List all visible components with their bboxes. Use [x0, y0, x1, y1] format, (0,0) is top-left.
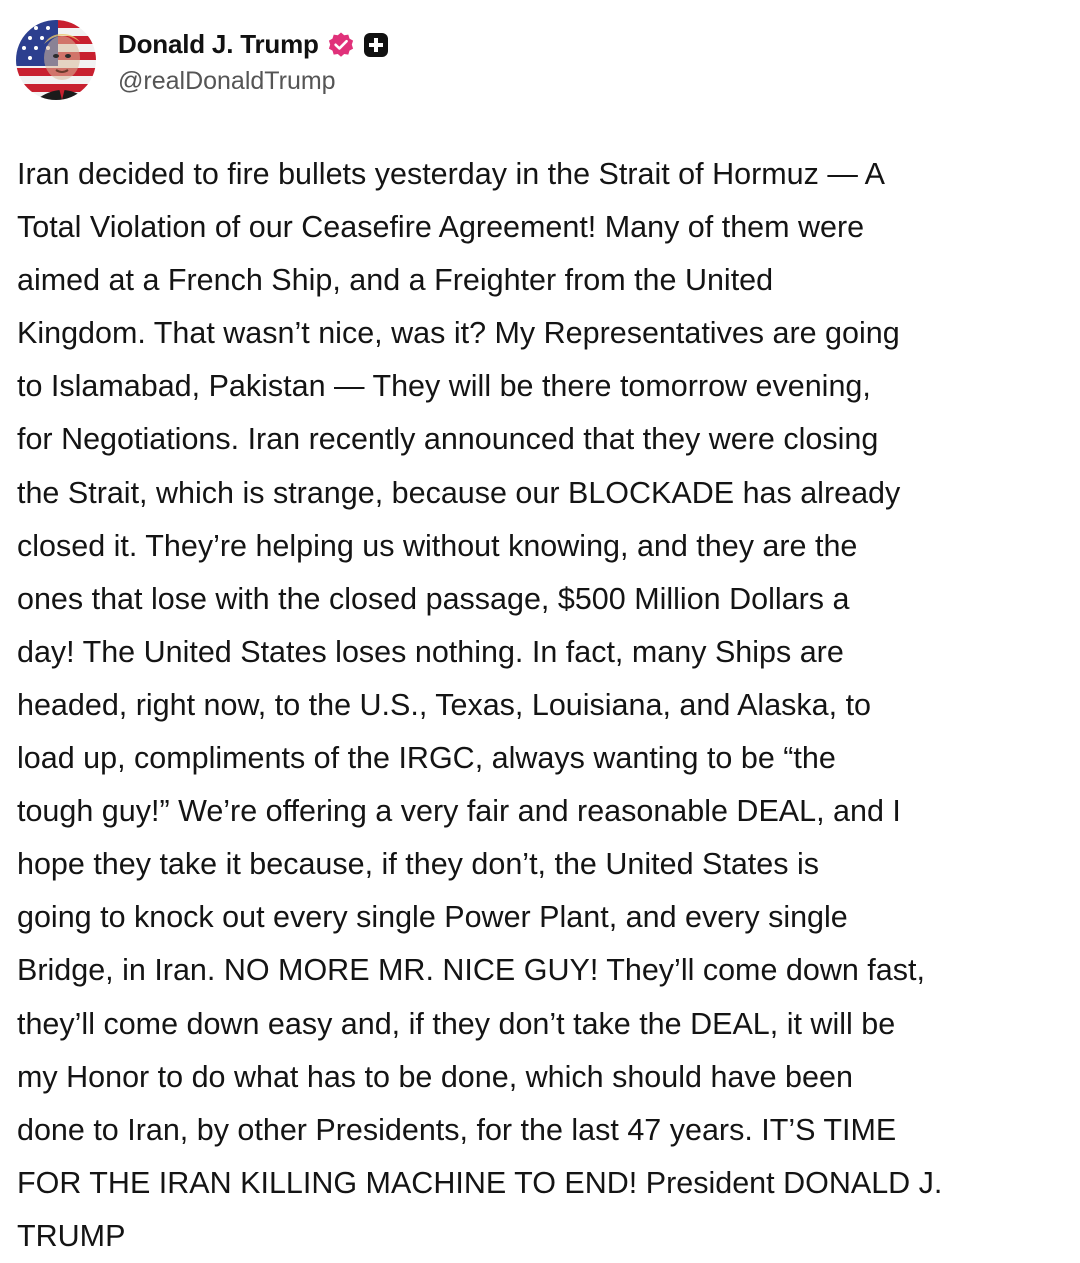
- verified-badge-icon: [327, 31, 355, 59]
- flag-portrait-avatar-icon: [16, 20, 96, 100]
- plus-badge-icon: [363, 32, 389, 58]
- name-row: [118, 25, 389, 65]
- post-header: [16, 18, 389, 102]
- avatar[interactable]: [16, 20, 96, 100]
- author-identity: [118, 25, 389, 96]
- author-handle[interactable]: @realDonaldTrump: [118, 66, 336, 95]
- author-display-name[interactable]: Donald J. Trump: [118, 29, 319, 59]
- post-body-text: Iran decided to fire bullets yesterday in the Strait of Hormuz — A Total Violation of our Ceasefire Agreement! Many of them were aimed at a French Ship, and a Freighter from the United Kingdom. That wasn’t nice, was it? My Representatives are going to Islamabad, Pakistan — They will be there tomorrow evening, for Negotiations. Iran recently announced that they were closing the Strait, which is strange, because our BLOCKADE has already closed it. They’re helping us without knowing, and they are the ones that lose with the closed passage, $500 Million Dollars a day! The United States loses nothing. In fact, many Ships are headed, right now, to the U.S., Texas, Louisiana, and Alaska, to load up, compliments of the IRGC, always wanting to be “the tough guy!” We’re offering a very fair and reasonable DEAL, and I hope they take it because, if they don’t, the United States is going to knock out every single Power Plant, and every single Bridge, in Iran. NO MORE MR. NICE GUY! They’ll come down fast, they’ll come down easy and, if they don’t take the DEAL, it will be my Honor to do what has to be done, which should have been done to Iran, by other Presidents, for the last 47 years. IT’S TIME FOR THE IRAN KILLING MACHINE TO END! President DONALD J. TRUMP: [17, 157, 943, 1253]
